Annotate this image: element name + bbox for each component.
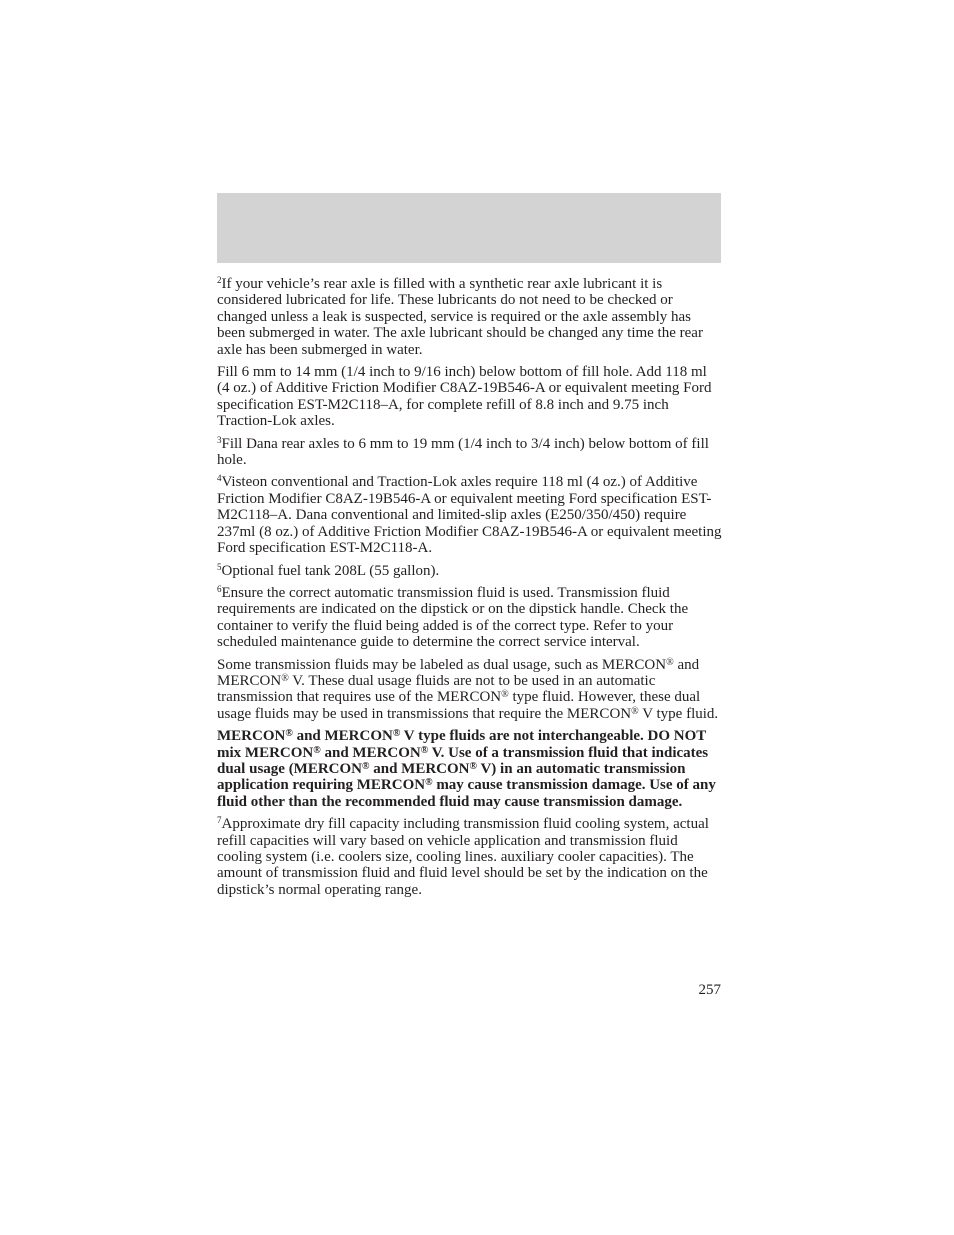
registered-mark: ® [420,744,429,756]
text-run: V type fluids are not interchangeable. DO NOT mix MERCON [217,728,707,761]
registered-mark: ® [501,689,509,701]
footnote-2 [217,276,723,358]
footnote-4 [217,474,723,556]
footnote-text: If your vehicle’s rear axle is filled with a synthetic rear axle lubricant it is considered lubricated for life. These lubricants do not need to be checked or changed unless a leak is suspected, service is required or the axle assembly has been submerged in water. The axle lubricant should be changed any time the rear axle has been submerged in water. [217,276,703,358]
footnote-6 [217,585,723,651]
registered-mark: ® [362,760,370,772]
text-run: Some transmission fluids may be labeled as dual usage, such as MERCON [217,656,667,673]
page-number: 257 [698,982,721,998]
text-run: MERCON [217,728,286,745]
registered-mark: ® [392,728,401,740]
section-header-band [217,193,721,263]
text-run: V) in an automatic transmission application requiring MERCON [217,760,686,794]
registered-mark: ® [631,705,639,717]
footnote-mark: 7 [217,815,222,826]
text-run: may cause transmission damage. Use of any fluid other than the recommended fluid may cause transmission damage. [217,777,716,810]
text-run: type fluid. However, these dual usage fluids may be used in transmissions that require the MERCON [217,689,701,722]
footnote-text: Fill Dana rear axles to 6 mm to 19 mm (1/4 inch to 3/4 inch) below bottom of fill hole. [217,435,709,469]
text-run: and MERCON [369,760,470,777]
footnote-text: Visteon conventional and Traction-Lok axles require 118 ml (4 oz.) of Additive Friction Modifier C8AZ-19B546-A or equivalent meeting Ford specification EST-M2C118–A. Dana conventional and limited-slip axles (E250/350/450) require 237ml (8 oz.) of Additive Friction Modifier C8AZ-19B546-A or equivalent meeting Ford specification EST-M2C118-A. [217,474,722,557]
text-run: and MERCON [320,744,421,761]
fill-instruction: Fill 6 mm to 14 mm (1/4 inch to 9/16 inch) below bottom of fill hole. Add 118 ml (4 oz.) of Additive Friction Modifier C8AZ-19B546-A or equivalent meeting Ford specification EST-M2C118–A, for complete refill of 8.8 inch and 9.75 inch Traction-Lok axles. [217,364,712,430]
footnote-mark: 4 [217,473,222,484]
registered-mark: ® [425,777,433,789]
registered-mark: ® [666,656,674,668]
registered-mark: ® [281,672,289,684]
footnote-mark: 5 [217,561,222,572]
footnote-mark: 2 [217,275,222,285]
text-run: V type fluid. [638,705,719,722]
footnote-3 [217,436,723,469]
footnote-mark: 3 [217,434,222,445]
dual-usage-paragraph [217,657,723,723]
footnote-text: Ensure the correct automatic transmission fluid is used. Transmission fluid requirements are indicated on the dipstick or on the dipstick handle. Check the container to verify the fluid being added is of the correct type. Refer to your scheduled maintenance guide to determine the correct service interval. [217,584,689,651]
footnote-text: Optional fuel tank 208L (55 gallon). [221,562,440,579]
registered-mark: ® [313,744,321,756]
registered-mark: ® [469,760,477,772]
page-body [217,276,723,904]
text-run: and MERCON [292,728,393,745]
footnote-7 [217,816,723,898]
text-run: V. Use of a transmission fluid that indicates dual usage (MERCON [217,744,709,777]
footnote-5 [217,563,723,579]
registered-mark: ® [285,728,293,740]
footnote-text: Approximate dry fill capacity including transmission fluid cooling system, actual refill capacities will vary based on vehicle application and transmission fluid cooling system (i.e. coolers size, cooling lines. auxiliary cooler capacities). The amount of transmission fluid and fluid level should be set by the indication on the dipstick’s normal operating range. [217,816,709,898]
warning-paragraph [217,728,723,810]
text-run: V. These dual usage fluids are not to be used in an automatic transmission that requires use of the MERCON [217,672,656,706]
footnote-mark: 6 [217,583,222,594]
text-run: and MERCON [217,656,700,689]
